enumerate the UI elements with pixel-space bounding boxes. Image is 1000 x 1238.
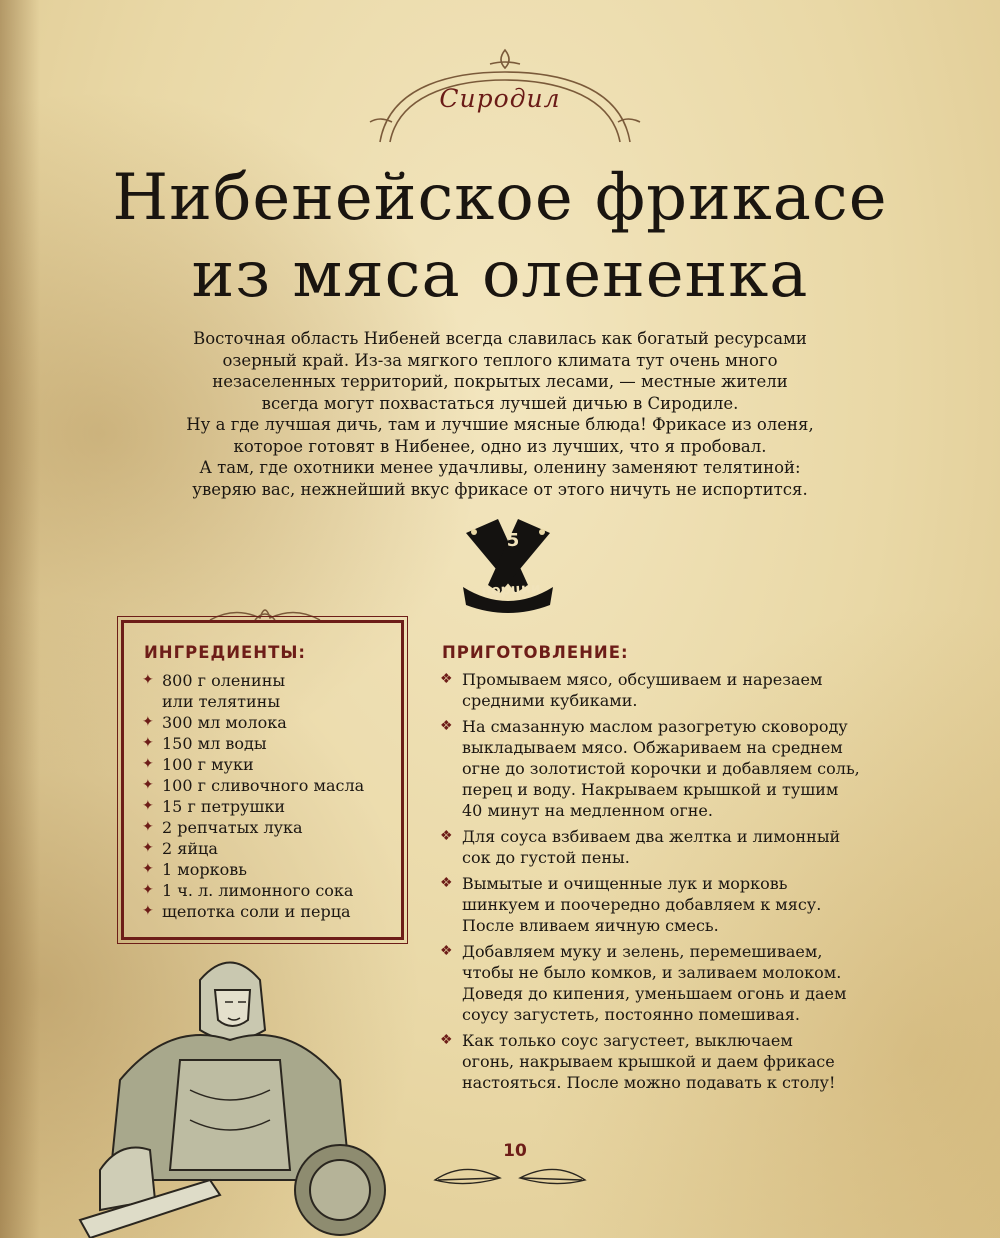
step-line: Как только соус загустеет, выключаем	[462, 1031, 793, 1050]
bullet-icon: ✦	[142, 777, 154, 793]
bullet-icon: ✦	[142, 798, 154, 814]
list-item	[440, 941, 880, 1025]
list-item: ✦ щепотка соли и перца	[142, 902, 351, 921]
step-line: Доведя до кипения, уменьшаем огонь и даем	[462, 984, 847, 1003]
list-item	[440, 873, 880, 936]
intro-line: уверяю вас, нежнейший вкус фрикасе от этого ничуть не испортится.	[192, 479, 808, 499]
bullet-icon: ✦	[142, 882, 154, 898]
list-item	[440, 1030, 880, 1093]
step-line: Добавляем муку и зелень, перемешиваем,	[462, 942, 823, 961]
bullet-icon: ❖	[440, 828, 453, 844]
bullet-icon: ❖	[440, 1032, 453, 1048]
step-line: перец и воду. Накрываем крышкой и тушим	[462, 780, 839, 799]
servings-count: 5	[506, 530, 520, 551]
leaves-ornament	[430, 1150, 590, 1190]
step-line: огонь, накрываем крышкой и даем фрикасе	[462, 1052, 835, 1071]
step-line: чтобы не было комков, и заливаем молоком.	[462, 963, 842, 982]
recipe-title	[60, 160, 940, 314]
intro-line: Ну а где лучшая дичь, там и лучшие мясные блюда! Фрикасе из оленя,	[186, 415, 814, 434]
step-line: 40 минут на медленном огне.	[462, 801, 713, 820]
bullet-icon: ✦	[142, 714, 154, 730]
step-line: выкладываем мясо. Обжариваем на среднем	[462, 738, 843, 757]
bullet-icon: ✦	[142, 861, 154, 877]
bullet-icon: ✦	[142, 903, 154, 919]
step-line: средними кубиками.	[462, 691, 638, 710]
intro-text	[150, 328, 850, 500]
step-line: огне до золотистой корочки и добавляем соль,	[462, 759, 860, 778]
preparation-heading: ПРИГОТОВЛЕНИЕ:	[442, 643, 629, 662]
title-line-2: из мяса олененка	[191, 238, 809, 312]
servings-label: порции	[480, 580, 542, 600]
intro-line: незаселенных территорий, покрытых лесами, — местные жители	[212, 372, 788, 391]
region-label: Сиродил	[439, 84, 561, 113]
step-line: На смазанную маслом разогретую сковороду	[462, 717, 848, 736]
step-line: настояться. После можно подавать к столу!	[462, 1073, 836, 1092]
bullet-icon: ✦	[142, 756, 154, 772]
list-item: ✦ 1 морковь	[142, 860, 247, 879]
step-line: Промываем мясо, обсушиваем и нарезаем	[462, 670, 823, 689]
bullet-icon: ❖	[440, 718, 453, 734]
step-line: Для соуса взбиваем два желтка и лимонный	[462, 827, 841, 846]
ingredients-heading: ИНГРЕДИЕНТЫ:	[144, 643, 307, 662]
bullet-icon: ✦	[142, 819, 154, 835]
list-item: ✦ 800 г оленины или телятины	[142, 671, 286, 711]
intro-line: А там, где охотники менее удачливы, оленину заменяют телятиной:	[199, 458, 801, 477]
list-item: ✦ 1 ч. л. лимонного сока	[142, 881, 354, 900]
list-item: ✦ 15 г петрушки	[142, 797, 286, 816]
bullet-icon: ❖	[440, 875, 453, 891]
ingredients-list	[142, 670, 397, 922]
step-line: После вливаем яичную смесь.	[462, 916, 719, 935]
bullet-icon: ✦	[142, 840, 154, 856]
bullet-icon: ✦	[142, 735, 154, 751]
ingredient-continuation: или телятины	[162, 692, 281, 711]
page-edge-shadow	[0, 0, 40, 1238]
intro-line: Восточная область Нибеней всегда славилась как богатый ресурсами	[193, 329, 807, 348]
bullet-icon: ❖	[440, 943, 453, 959]
list-item: ✦ 150 мл воды	[142, 734, 267, 753]
bullet-icon: ✦	[142, 672, 154, 688]
intro-line: которое готовят в Нибенее, одно из лучших, что я пробовал.	[233, 436, 767, 456]
list-item: ✦ 2 репчатых лука	[142, 818, 303, 837]
step-line: Вымытые и очищенные лук и морковь	[462, 874, 788, 893]
intro-line: всегда могут похвастаться лучшей дичью в Сиродиле.	[261, 393, 739, 413]
step-line: шинкуем и поочередно добавляем к мясу.	[462, 895, 822, 914]
step-line: сок до густой пены.	[462, 848, 630, 867]
step-line: соусу загустеть, постоянно помешивая.	[462, 1005, 800, 1024]
list-item: ✦ 2 яйца	[142, 839, 218, 858]
list-item	[440, 669, 880, 711]
list-item: ✦ 100 г сливочного масла	[142, 776, 365, 795]
bullet-icon: ❖	[440, 671, 453, 687]
list-item	[440, 716, 880, 821]
title-line-1: Нибенейское фрикасе	[112, 161, 888, 235]
warrior-illustration	[60, 940, 390, 1238]
page-number: 10	[503, 1141, 527, 1161]
list-item: ✦ 100 г муки	[142, 755, 254, 774]
preparation-list	[440, 669, 880, 1098]
intro-line: озерный край. Из-за мягкого теплого климата тут очень много	[222, 350, 778, 370]
list-item: ✦ 300 мл молока	[142, 713, 287, 732]
list-item	[440, 826, 880, 868]
